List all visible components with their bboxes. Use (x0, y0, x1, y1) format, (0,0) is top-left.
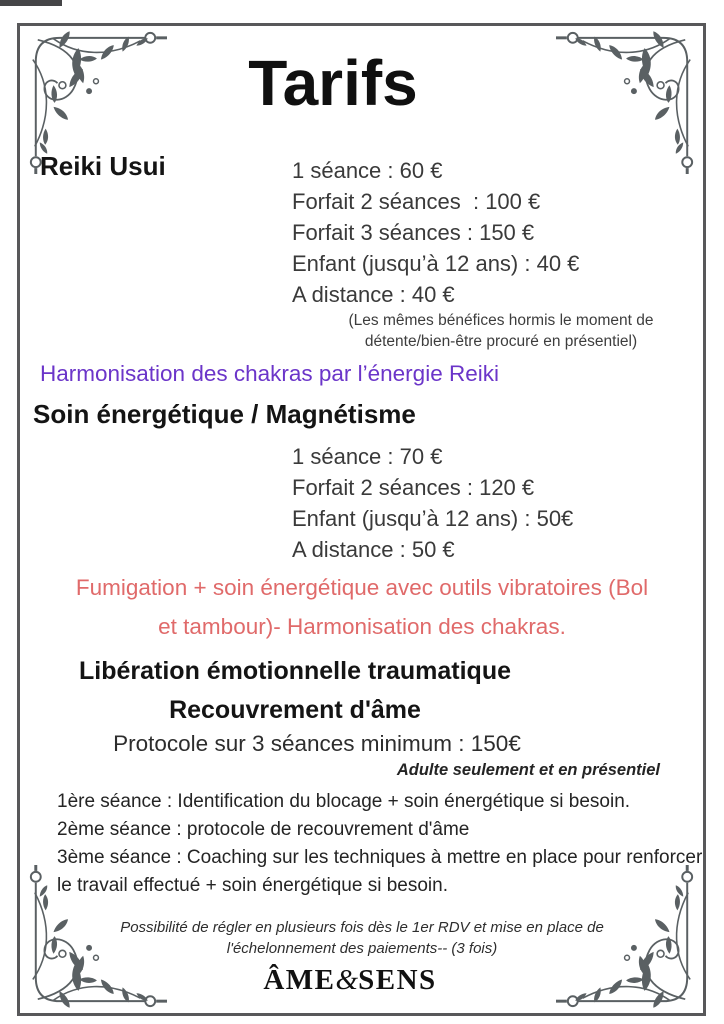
note-line: détente/bien-être procuré en présentiel) (364, 333, 638, 350)
page-title: Tarifs (248, 47, 418, 119)
step-item: 3ème séance : Coaching sur les techniques à mettre en place pour renforcer le travail effectué + soin énergétique si besoin. (57, 847, 703, 896)
price-item: A distance : 50 € (292, 537, 455, 562)
step-item: 1ère séance : Identification du blocage + soin énergétique si besoin. (57, 791, 631, 812)
section-heading-reiki-usui: Reiki Usui (40, 151, 166, 181)
price-item: A distance : 40 € (292, 282, 455, 307)
payment-line: Possibilité de régler en plusieurs fois dès le 1er RDV et mise en place de (120, 919, 604, 936)
section-heading-liberation (0, 652, 590, 730)
harmonisation-chakras-text: Harmonisation des chakras par l’énergie Reiki (40, 361, 499, 386)
section-heading-soin-energetique: Soin énergétique / Magnétisme (33, 399, 416, 429)
brand-logo (17, 964, 683, 997)
reiki-price-list (292, 155, 579, 310)
payment-line: l'échelonnement des paiements-- (3 fois) (226, 939, 498, 957)
fumigation-line: et tambour)- Harmonisation des chakras. (158, 614, 566, 639)
price-item: 1 séance : 70 € (292, 444, 443, 469)
reiki-distance-note (320, 310, 682, 352)
price-item: Forfait 2 séances : 120 € (292, 475, 535, 500)
price-item: Forfait 2 séances : 100 € (292, 189, 541, 214)
protocole-text: Protocole sur 3 séances minimum : 150€ (113, 731, 521, 756)
heading-line: Recouvrement d'âme (169, 696, 421, 724)
fumigation-line: Fumigation + soin énergétique avec outils vibratoires (Bol (75, 575, 649, 600)
step-item: 2ème séance : protocole de recouvrement d'âme (57, 819, 470, 840)
brand-text: ÂME (263, 964, 336, 996)
price-item: Enfant (jusqu’à 12 ans) : 40 € (292, 251, 580, 276)
price-item: Enfant (jusqu’à 12 ans) : 50€ (292, 506, 574, 531)
price-item: 1 séance : 60 € (292, 158, 443, 183)
brand-ampersand: & (335, 964, 359, 996)
note-line: (Les mêmes bénéfices hormis le moment de (348, 312, 654, 329)
seance-steps-list (57, 788, 705, 900)
price-item: Forfait 3 séances : 150 € (292, 220, 535, 245)
heading-line: Libération émotionnelle traumatique (79, 657, 511, 685)
brand-text: SENS (358, 964, 437, 996)
payment-terms-note (17, 918, 707, 959)
adulte-note: Adulte seulement et en présentiel (396, 761, 660, 779)
soin-price-list (292, 441, 573, 565)
top-edge-artifact (0, 0, 62, 6)
fumigation-text (17, 568, 707, 646)
